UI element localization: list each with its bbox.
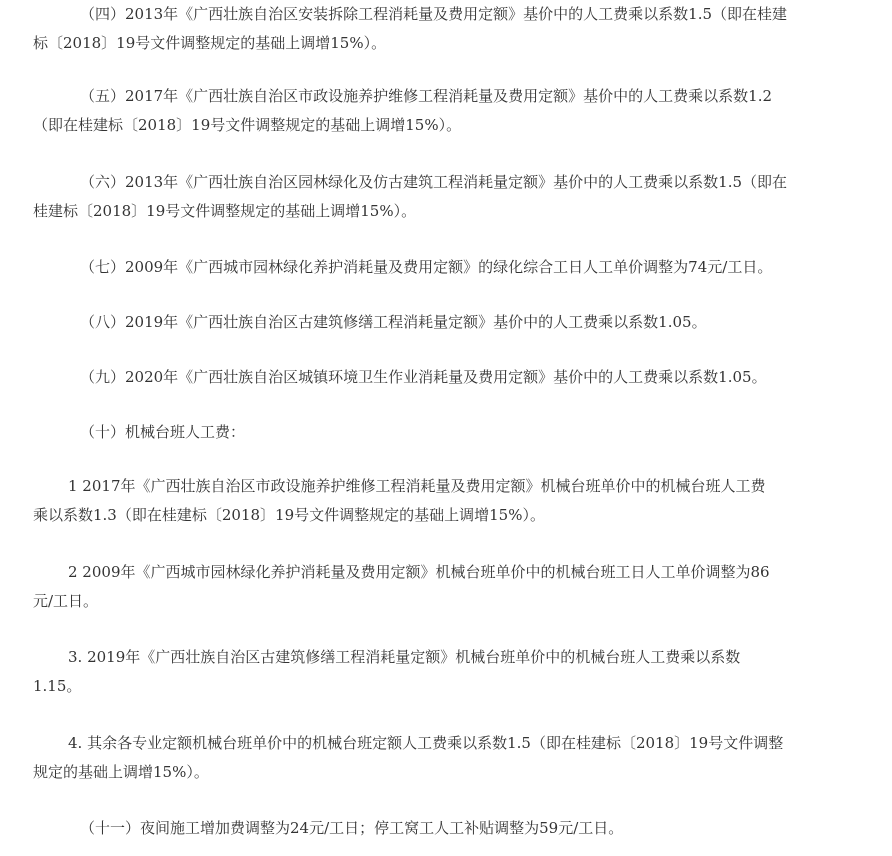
paragraph-item-7 bbox=[33, 253, 853, 282]
paragraph-line: （五）2017年《广西壮族自治区市政设施养护维修工程消耗量及费用定额》基价中的人工费乘以系数1.2 bbox=[80, 87, 773, 105]
paragraph-line: 2 2009年《广西城市园林绿化养护消耗量及费用定额》机械台班单价中的机械台班工日人工单价调整为86 bbox=[68, 563, 770, 581]
paragraph-line: （六）2013年《广西壮族自治区园林绿化及仿古建筑工程消耗量定额》基价中的人工费乘以系数1.5（即在 bbox=[80, 173, 788, 191]
paragraph-item-4 bbox=[33, 0, 853, 58]
paragraph-line: 1.15。 bbox=[33, 677, 82, 695]
sub-item-1 bbox=[33, 472, 853, 530]
paragraph-line: （十）机械台班人工费： bbox=[80, 423, 246, 441]
sub-item-4 bbox=[33, 729, 853, 787]
paragraph-line: （九）2020年《广西壮族自治区城镇环境卫生作业消耗量及费用定额》基价中的人工费乘以系数1.05。 bbox=[80, 368, 767, 386]
sub-item-3 bbox=[33, 643, 853, 701]
paragraph-item-10 bbox=[33, 418, 853, 447]
paragraph-item-8 bbox=[33, 308, 853, 337]
paragraph-line: 1 2017年《广西壮族自治区市政设施养护维修工程消耗量及费用定额》机械台班单价中的机械台班人工费 bbox=[68, 477, 766, 495]
paragraph-line: （四）2013年《广西壮族自治区安装拆除工程消耗量及费用定额》基价中的人工费乘以系数1.5（即在桂建 bbox=[80, 5, 788, 23]
paragraph-line: 元/工日。 bbox=[33, 592, 99, 610]
paragraph-line: 标〔2018〕19号文件调整规定的基础上调增15%）。 bbox=[33, 34, 387, 52]
paragraph-line: 4. 其余各专业定额机械台班单价中的机械台班定额人工费乘以系数1.5（即在桂建标〔2018〕19号文件调整 bbox=[68, 734, 784, 752]
paragraph-line: （八）2019年《广西壮族自治区古建筑修缮工程消耗量定额》基价中的人工费乘以系数1.05。 bbox=[80, 313, 707, 331]
paragraph-line: 规定的基础上调增15%）。 bbox=[33, 763, 209, 781]
sub-item-2 bbox=[33, 558, 853, 616]
paragraph-item-9 bbox=[33, 363, 853, 392]
paragraph-line: （十一）夜间施工增加费调整为24元/工日；停工窝工人工补贴调整为59元/工日。 bbox=[80, 819, 624, 837]
paragraph-item-6 bbox=[33, 168, 853, 226]
paragraph-line: 3. 2019年《广西壮族自治区古建筑修缮工程消耗量定额》机械台班单价中的机械台班人工费乘以系数 bbox=[68, 648, 741, 666]
paragraph-item-5 bbox=[33, 82, 853, 140]
paragraph-line: （七）2009年《广西城市园林绿化养护消耗量及费用定额》的绿化综合工日人工单价调整为74元/工日。 bbox=[80, 258, 773, 276]
paragraph-item-11 bbox=[33, 814, 853, 843]
paragraph-line: 乘以系数1.3（即在桂建标〔2018〕19号文件调整规定的基础上调增15%）。 bbox=[33, 506, 545, 524]
paragraph-line: 桂建标〔2018〕19号文件调整规定的基础上调增15%）。 bbox=[33, 202, 417, 220]
paragraph-line: （即在桂建标〔2018〕19号文件调整规定的基础上调增15%）。 bbox=[33, 116, 462, 134]
